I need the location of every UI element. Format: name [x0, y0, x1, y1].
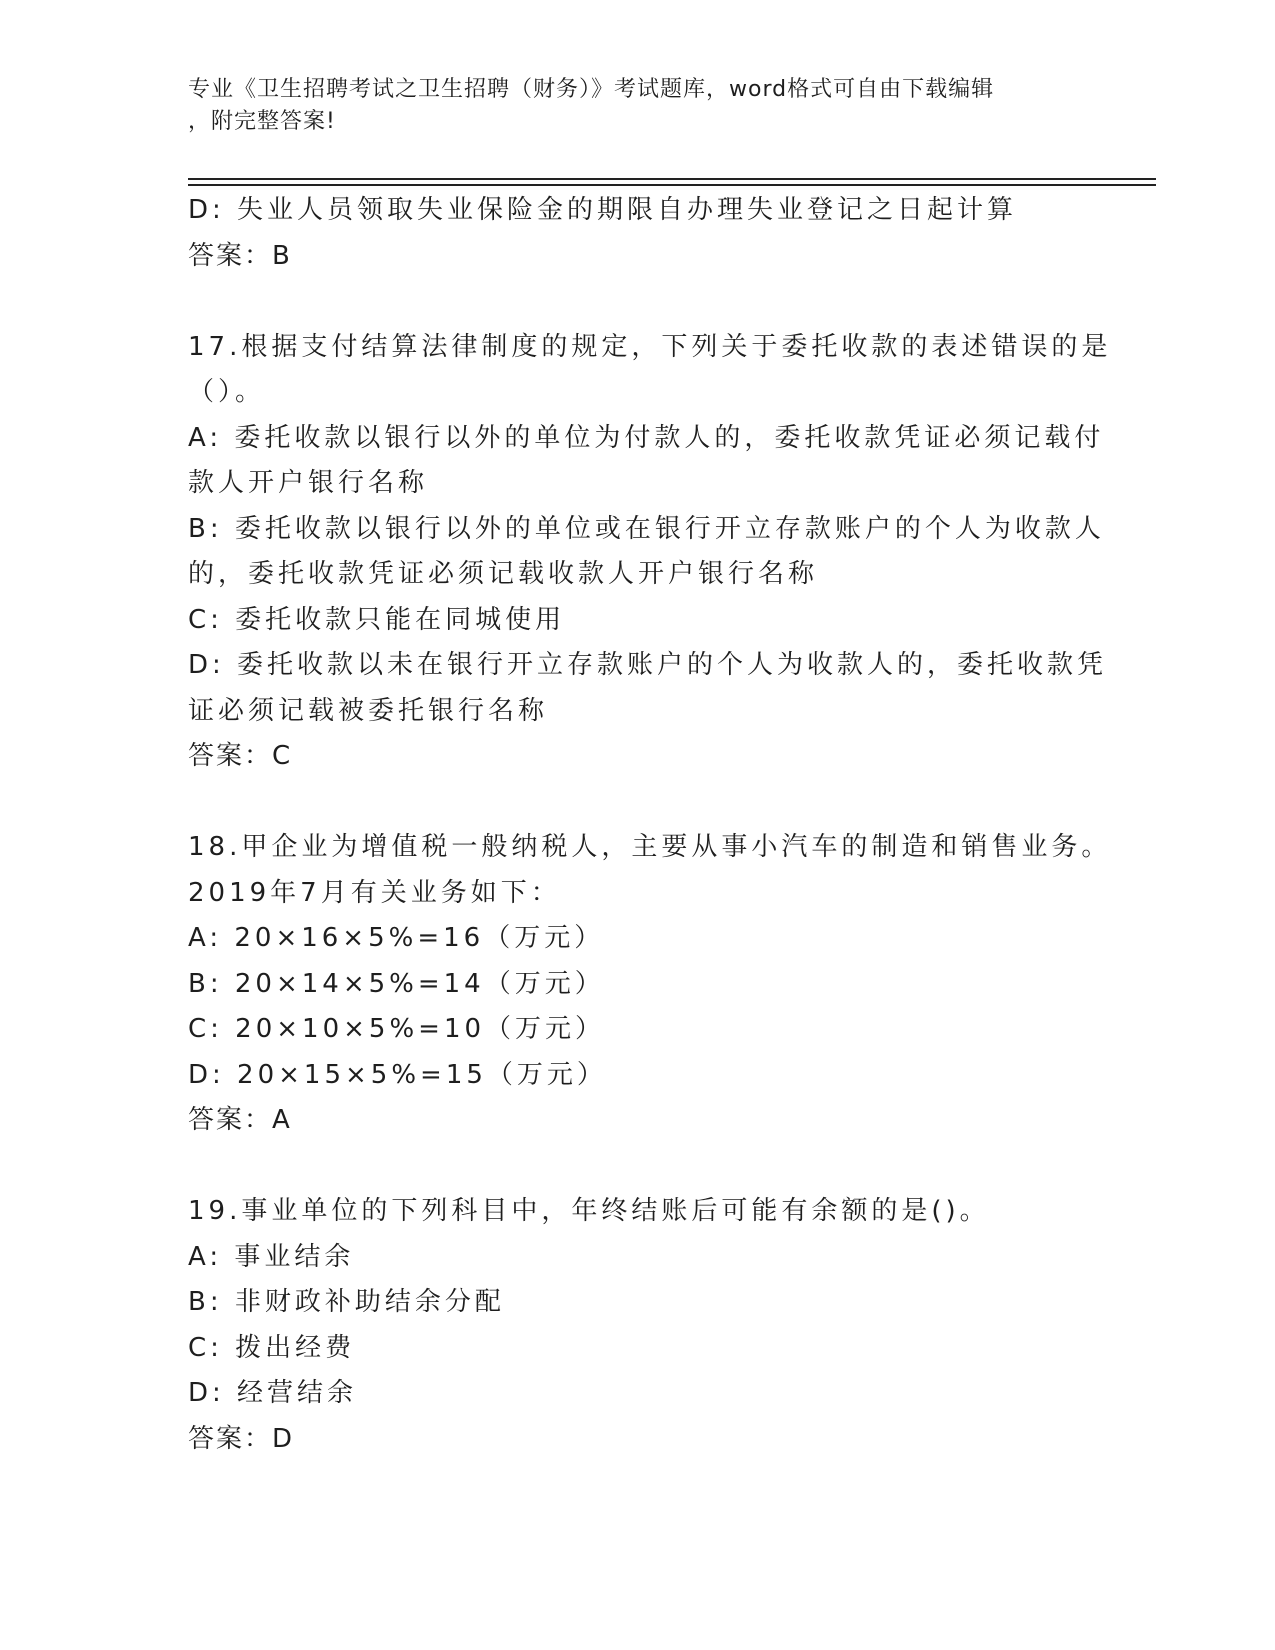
spacer: [188, 1144, 1088, 1190]
question-16-tail: [188, 188, 1088, 279]
q19-stem: 19.事业单位的下列科目中，年终结账后可能有余额的是()。: [188, 1196, 990, 1226]
spacer: [188, 780, 1088, 826]
header-title-line-1: 专业《卫生招聘考试之卫生招聘（财务）》考试题库，word格式可自由下载编辑: [188, 77, 995, 102]
q17-option-d-line-1: D: 委托收款以未在银行开立存款账户的个人为收款人的，委托收款凭: [188, 650, 1108, 680]
document-body: [188, 188, 1112, 1462]
q17-option-a-line-2: 款人开户银行名称: [188, 468, 429, 498]
header-rule-bottom: [188, 184, 1156, 186]
q17-option-d-line-2: 证必须记载被委托银行名称: [188, 695, 549, 726]
q19-option-b: B: 非财政补助结余分配: [188, 1287, 505, 1317]
q17-answer: 答案：C: [188, 741, 293, 771]
question-17: [188, 325, 1112, 780]
spacer: [188, 279, 1088, 325]
q18-option-c: C: 20×10×5%=10（万元）: [188, 1014, 606, 1044]
q18-stem-line-2: 2019年7月有关业务如下：: [188, 877, 561, 908]
q16-answer: 答案：B: [188, 240, 292, 271]
q19-option-d: D: 经营结余: [188, 1378, 358, 1408]
q19-option-c: C: 拨出经费: [188, 1332, 356, 1363]
q18-option-a: A: 20×16×5%=16（万元）: [188, 923, 605, 953]
question-19: [188, 1189, 1088, 1462]
q18-answer: 答案：A: [188, 1105, 292, 1135]
q18-option-b: B: 20×14×5%=14（万元）: [188, 968, 605, 999]
header-rule-top: [188, 178, 1156, 180]
q17-stem-line-1: 17.根据支付结算法律制度的规定，下列关于委托收款的表述错误的是: [188, 331, 1112, 362]
header-title-line-2: ，附完整答案!: [188, 109, 336, 134]
q19-option-a: A: 事业结余: [188, 1241, 355, 1272]
q17-option-b-line-1: B: 委托收款以银行以外的单位或在银行开立存款账户的个人为收款人: [188, 513, 1105, 544]
page-header: [188, 74, 1088, 138]
q19-answer: 答案：D: [188, 1423, 295, 1454]
q17-option-c: C: 委托收款只能在同城使用: [188, 604, 566, 635]
question-18: [188, 825, 1112, 1144]
q17-option-b-line-2: 的，委托收款凭证必须记载收款人开户银行名称: [188, 559, 819, 589]
q18-option-d: D: 20×15×5%=15（万元）: [188, 1059, 607, 1090]
q18-stem-line-1: 18.甲企业为增值税一般纳税人，主要从事小汽车的制造和销售业务。: [188, 832, 1112, 862]
q17-stem-line-2: （）。: [188, 377, 266, 407]
q16-option-d: D: 失业人员领取失业保险金的期限自办理失业登记之日起计算: [188, 195, 1018, 225]
q17-option-a-line-1: A: 委托收款以银行以外的单位为付款人的，委托收款凭证必须记载付: [188, 422, 1105, 453]
